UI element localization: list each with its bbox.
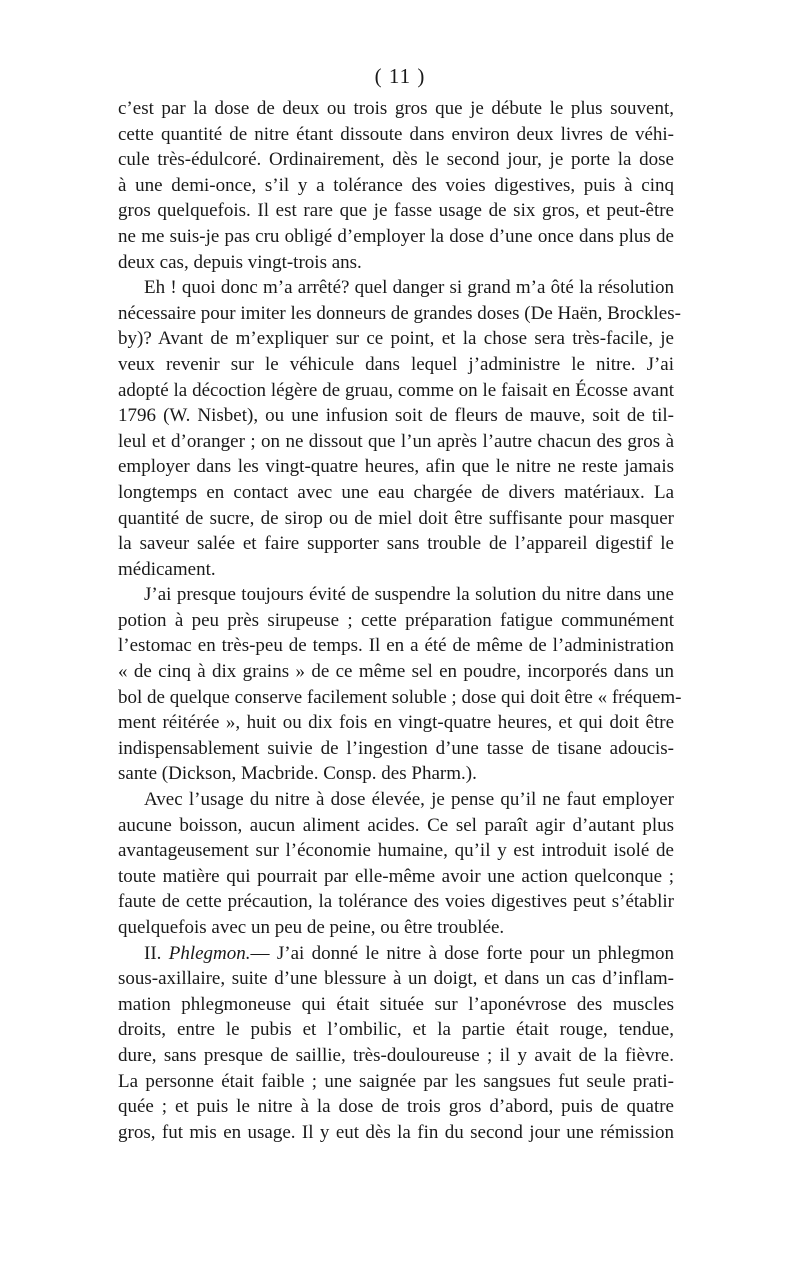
text-line: à une demi-once, s’il y a tolérance des voies digestives, puis à cinq — [118, 174, 674, 196]
text-line: droits, entre le pubis et l’ombilic, et la partie était rouge, tendue, — [118, 1019, 674, 1041]
text-line: La personne était faible ; une saignée par les sangsues fut seule prati- — [118, 1070, 674, 1092]
section-text: J’ai donné le nitre à dose forte pour un phlegmon — [276, 942, 675, 964]
text-line: 1796 (W. Nisbet), ou une infusion soit de fleurs de mauve, soit de til- — [118, 405, 674, 427]
text-line: médicament. — [118, 558, 216, 580]
text-line: quée ; et puis le nitre à la dose de trois gros d’abord, puis de quatre — [118, 1096, 674, 1118]
text-line: dure, sans presque de saillie, très-douloureuse ; il y avait de la fièvre. — [118, 1044, 674, 1066]
section-dash: — — [250, 942, 270, 964]
text-line: potion à peu près sirupeuse ; cette préparation fatigue communément — [118, 609, 674, 631]
text-line: quantité de sucre, de sirop ou de miel doit être suffisante pour masquer — [118, 507, 674, 529]
text-line: gros, fut mis en usage. Il y eut dès la fin du second jour une rémission — [118, 1121, 674, 1143]
text-line: nécessaire pour imiter les donneurs de grandes doses (De Haën, Brockles- — [118, 302, 681, 324]
text-line: deux cas, depuis vingt-trois ans. — [118, 251, 362, 273]
text-line: longtemps en contact avec une eau chargée de divers matériaux. La — [118, 481, 674, 503]
text-line: gros quelquefois. Il est rare que je fasse usage de six gros, et peut-être — [118, 200, 674, 222]
section-number: II. — [144, 942, 162, 964]
text-line: toute matière qui pourrait par elle-même avoir une action quelconque ; — [118, 865, 674, 887]
text-line: ne me suis-je pas cru obligé d’employer la dose d’une once dans plus de — [118, 225, 674, 247]
text-line: cette quantité de nitre étant dissoute dans environ deux livres de véhi- — [118, 123, 674, 145]
text-line: Avec l’usage du nitre à dose élevée, je pense qu’il ne faut employer — [144, 789, 674, 811]
text-line: quelquefois avec un peu de peine, ou être troublée. — [118, 917, 505, 938]
text-line: sante (Dickson, Macbride. Consp. des Pharm.). — [118, 763, 477, 785]
section-title: Phlegmon. — [168, 942, 251, 964]
text-line: « de cinq à dix grains » de ce même sel en poudre, incorporés dans un — [118, 661, 674, 683]
text-line: l’estomac en très-peu de temps. Il en a été de même de l’administration — [118, 635, 674, 657]
text-line: J’ai presque toujours évité de suspendre la solution du nitre dans une — [144, 584, 674, 606]
text-line: cule très-édulcoré. Ordinairement, dès le second jour, je porte la dose — [118, 149, 674, 171]
text-line: la saveur salée et faire supporter sans trouble de l’appareil digestif le — [118, 533, 674, 555]
body-text — [118, 96, 682, 1145]
section-heading-line — [118, 941, 674, 967]
text-line: ment réitérée », huit ou dix fois en vingt-quatre heures, et qui doit être — [118, 712, 674, 734]
text-line: Eh ! quoi donc m’a arrêté? quel danger si grand m’a ôté la résolution — [144, 277, 674, 299]
text-line: by)? Avant de m’expliquer sur ce point, et la chose sera très-facile, je — [118, 328, 674, 350]
text-line: indispensablement suivie de l’ingestion d’une tasse de tisane adoucis- — [118, 737, 674, 759]
text-line: aucune boisson, aucun aliment acides. Ce sel paraît agir d’autant plus — [118, 814, 674, 836]
text-line: leul et d’oranger ; on ne dissout que l’un après l’autre chacun des gros à — [118, 430, 674, 452]
text-line: mation phlegmoneuse qui était située sur l’aponévrose des muscles — [118, 993, 674, 1015]
page-number: ( 11 ) — [374, 64, 426, 88]
text-line: employer dans les vingt-quatre heures, afin que le nitre ne reste jamais — [118, 456, 674, 478]
text-line: adopté la décoction légère de gruau, comme on le faisait en Écosse avant — [118, 379, 674, 401]
text-line: c’est par la dose de deux ou trois gros que je débute le plus souvent, — [118, 98, 674, 119]
text-line: sous-axillaire, suite d’une blessure à un doigt, et dans un cas d’inflam- — [118, 968, 674, 990]
text-line: avantageusement sur l’économie humaine, qu’il y est introduit isolé de — [118, 840, 674, 862]
text-line: bol de quelque conserve facilement soluble ; dose qui doit être « fréquem- — [118, 686, 682, 708]
text-line: faute de cette précaution, la tolérance des voies digestives peut s’établir — [118, 891, 674, 913]
text-line: veux revenir sur le véhicule dans lequel j’administre le nitre. J’ai — [118, 353, 674, 375]
